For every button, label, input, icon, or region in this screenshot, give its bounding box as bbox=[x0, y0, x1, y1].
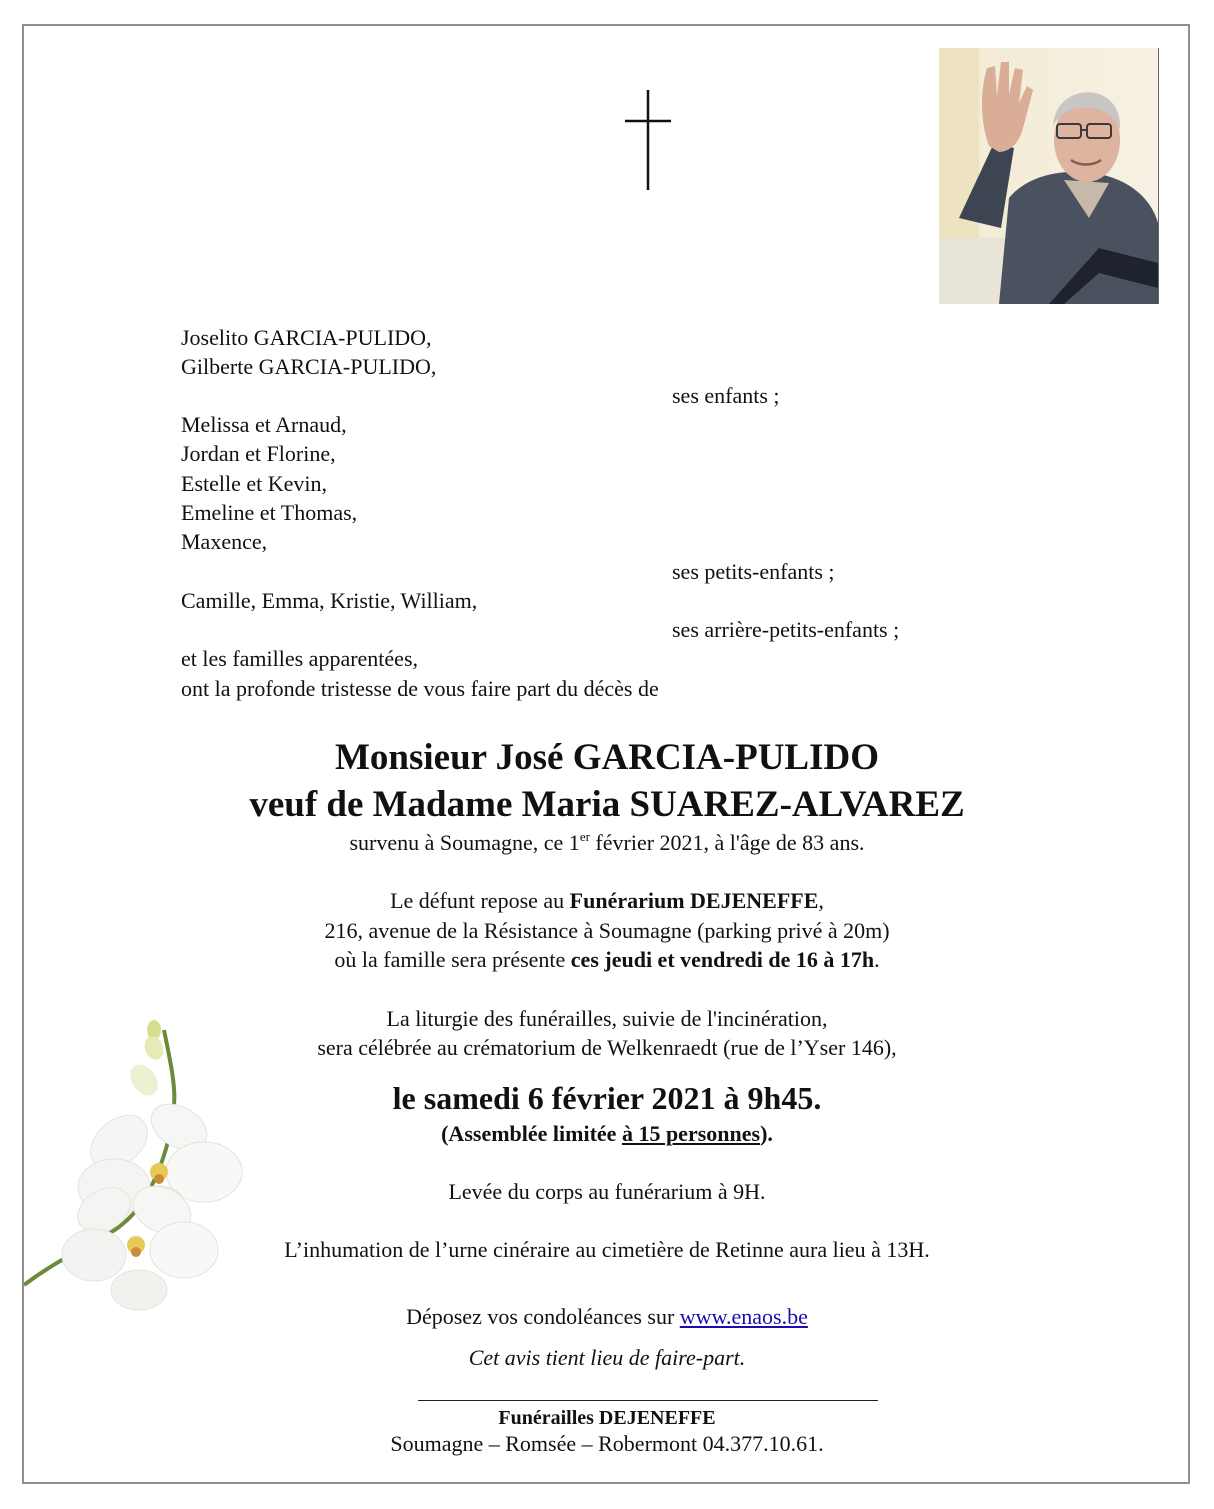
levee-line: Levée du corps au funérarium à 9H. bbox=[448, 1179, 766, 1204]
grandchild-name: Jordan et Florine, bbox=[181, 441, 336, 466]
attendance-limit: (Assemblée limitée à 15 personnes). bbox=[441, 1121, 773, 1146]
grandchild-name: Maxence, bbox=[181, 529, 268, 554]
company-locations: Soumagne – Romsée – Robermont 04.377.10.61. bbox=[390, 1431, 824, 1456]
repose-line: Le défunt repose au Funérarium DEJENEFFE, bbox=[390, 888, 824, 913]
child-name: Gilberte GARCIA-PULIDO, bbox=[181, 354, 437, 379]
funeral-company: Funérailles DEJENEFFE bbox=[498, 1407, 716, 1429]
cross-icon bbox=[625, 90, 671, 190]
death-info: survenu à Soumagne, ce 1er février 2021, à l'âge de 83 ans. bbox=[349, 829, 865, 855]
portrait-photo bbox=[939, 48, 1159, 304]
visiting-hours: ces jeudi et vendredi de 16 à 17h bbox=[570, 947, 875, 972]
ceremony-date: le samedi 6 février 2021 à 9h45. bbox=[392, 1080, 822, 1116]
visiting-hours-line: où la famille sera présente ces jeudi et vendredi de 16 à 17h. bbox=[334, 947, 880, 972]
funerarium-address: 216, avenue de la Résistance à Soumagne (parking privé à 20m) bbox=[324, 918, 890, 943]
announcement-line: ont la profonde tristesse de vous faire part du décès de bbox=[181, 676, 659, 701]
relatives-line: et les familles apparentées, bbox=[181, 646, 419, 671]
grandchild-name: Melissa et Arnaud, bbox=[181, 412, 347, 437]
grandchild-name: Emeline et Thomas, bbox=[181, 500, 358, 525]
burial-line: L’inhumation de l’urne cinéraire au cimetière de Retinne aura lieu à 13H. bbox=[284, 1237, 930, 1262]
condolences-link[interactable]: www.enaos.be bbox=[679, 1304, 808, 1329]
ceremony-line-1: La liturgie des funérailles, suivie de l'incinération, bbox=[386, 1006, 828, 1031]
funerarium-name: Funérarium DEJENEFFE bbox=[569, 888, 819, 913]
great-grandchildren-label: ses arrière-petits-enfants ; bbox=[672, 617, 900, 642]
notice-line: Cet avis tient lieu de faire-part. bbox=[468, 1345, 746, 1370]
condolences-line: Déposez vos condoléances sur www.enaos.be bbox=[406, 1304, 808, 1329]
grandchildren-label: ses petits-enfants ; bbox=[672, 559, 835, 584]
orchid-flower bbox=[24, 1015, 284, 1325]
children-label: ses enfants ; bbox=[672, 383, 780, 408]
grandchild-name: Estelle et Kevin, bbox=[181, 471, 328, 496]
deceased-widower-of: veuf de Madame Maria SUAREZ-ALVAREZ bbox=[249, 784, 965, 825]
deceased-name: Monsieur José GARCIA-PULIDO bbox=[334, 737, 880, 778]
great-grandchildren-names: Camille, Emma, Kristie, William, bbox=[181, 588, 478, 613]
footer-divider bbox=[418, 1400, 878, 1401]
child-name: Joselito GARCIA-PULIDO, bbox=[181, 325, 432, 350]
ceremony-line-2: sera célébrée au crématorium de Welkenraedt (rue de l’Yser 146), bbox=[317, 1035, 897, 1060]
